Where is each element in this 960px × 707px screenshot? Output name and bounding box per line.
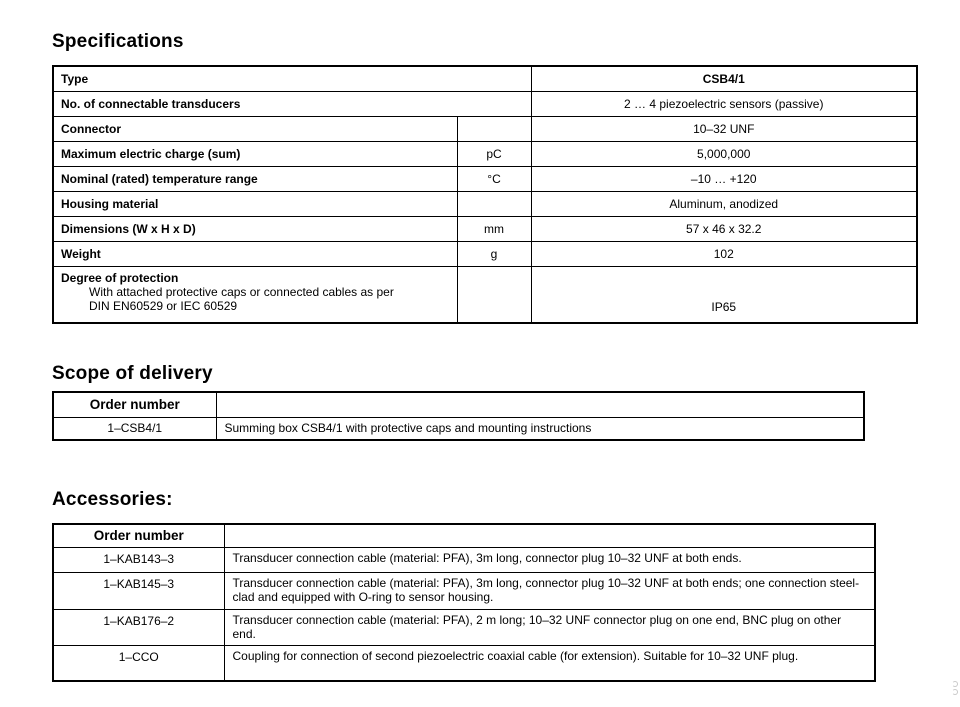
description-cell: Transducer connection cable (material: PFA), 3m long, connector plug 10–32 UNF at both ends; one connection steel-clad and equipped with O-ring to sensor housing. (224, 572, 875, 609)
order-number-header: Order number (53, 392, 216, 417)
spec-row-max-charge (53, 141, 917, 166)
description-cell: Transducer connection cable (material: PFA), 3m long, connector plug 10–32 UNF at both ends. (224, 547, 875, 572)
scope-row (53, 417, 864, 440)
description-header (224, 524, 875, 547)
order-number-cell: 1–CCO (53, 645, 224, 681)
description-header (216, 392, 864, 417)
order-number-header: Order number (53, 524, 224, 547)
spec-value: CSB4/1 (531, 66, 917, 91)
spec-unit (457, 266, 531, 323)
spec-row-connector (53, 116, 917, 141)
accessory-row (53, 547, 875, 572)
accessories-section (52, 489, 960, 682)
spec-label: Dimensions (W x H x D) (53, 216, 457, 241)
specifications-heading: Specifications (52, 31, 184, 52)
spec-label: Connector (53, 116, 457, 141)
spec-value: 102 (531, 241, 917, 266)
spec-unit: °C (457, 166, 531, 191)
spec-row-weight (53, 241, 917, 266)
spec-value: 57 x 46 x 32.2 (531, 216, 917, 241)
spec-label-note-line2: DIN EN60529 or IEC 60529 (89, 298, 238, 313)
scope-header-row (53, 392, 864, 417)
spec-label-note-line1: With attached protective caps or connected cables as per (89, 284, 394, 299)
accessory-row (53, 609, 875, 645)
spec-unit: g (457, 241, 531, 266)
order-number-cell: 1–KAB145–3 (53, 572, 224, 609)
accessory-row (53, 645, 875, 681)
scope-of-delivery-section (52, 363, 960, 441)
spec-unit (457, 191, 531, 216)
spec-value: 5,000,000 (531, 141, 917, 166)
specifications-table (52, 65, 918, 324)
description-cell: Coupling for connection of second piezoelectric coaxial cable (for extension). Suitable for 10–32 UNF plug. (224, 645, 875, 681)
description-cell: Transducer connection cable (material: PFA), 2 m long; 10–32 UNF connector plug on one end, BNC plug on other end. (224, 609, 875, 645)
accessories-heading: Accessories: (52, 489, 173, 510)
spec-value: Aluminum, anodized (531, 191, 917, 216)
spec-value: IP65 (531, 266, 917, 323)
spec-label: Type (53, 66, 531, 91)
spec-label-title: Degree of protection (61, 270, 179, 285)
spec-row-transducers (53, 91, 917, 116)
accessories-header-row (53, 524, 875, 547)
spec-label: Maximum electric charge (sum) (53, 141, 457, 166)
spec-label: Housing material (53, 191, 457, 216)
accessories-table (52, 523, 876, 682)
spec-row-type (53, 66, 917, 91)
scan-artifact (950, 681, 958, 699)
description-cell: Summing box CSB4/1 with protective caps and mounting instructions (216, 417, 864, 440)
spec-row-dimensions (53, 216, 917, 241)
spec-row-temp-range (53, 166, 917, 191)
order-number-cell: 1–CSB4/1 (53, 417, 216, 440)
scope-of-delivery-heading: Scope of delivery (52, 363, 213, 384)
accessory-row (53, 572, 875, 609)
scope-of-delivery-table (52, 391, 865, 441)
spec-row-housing (53, 191, 917, 216)
spec-label: No. of connectable transducers (53, 91, 531, 116)
spec-label: Nominal (rated) temperature range (53, 166, 457, 191)
order-number-cell: 1–KAB143–3 (53, 547, 224, 572)
spec-value: 10–32 UNF (531, 116, 917, 141)
spec-label (53, 266, 457, 323)
spec-unit (457, 116, 531, 141)
spec-unit: mm (457, 216, 531, 241)
order-number-cell: 1–KAB176–2 (53, 609, 224, 645)
spec-value: –10 … +120 (531, 166, 917, 191)
spec-value: 2 … 4 piezoelectric sensors (passive) (531, 91, 917, 116)
spec-row-protection (53, 266, 917, 323)
spec-unit: pC (457, 141, 531, 166)
spec-label: Weight (53, 241, 457, 266)
specifications-section (52, 31, 960, 324)
